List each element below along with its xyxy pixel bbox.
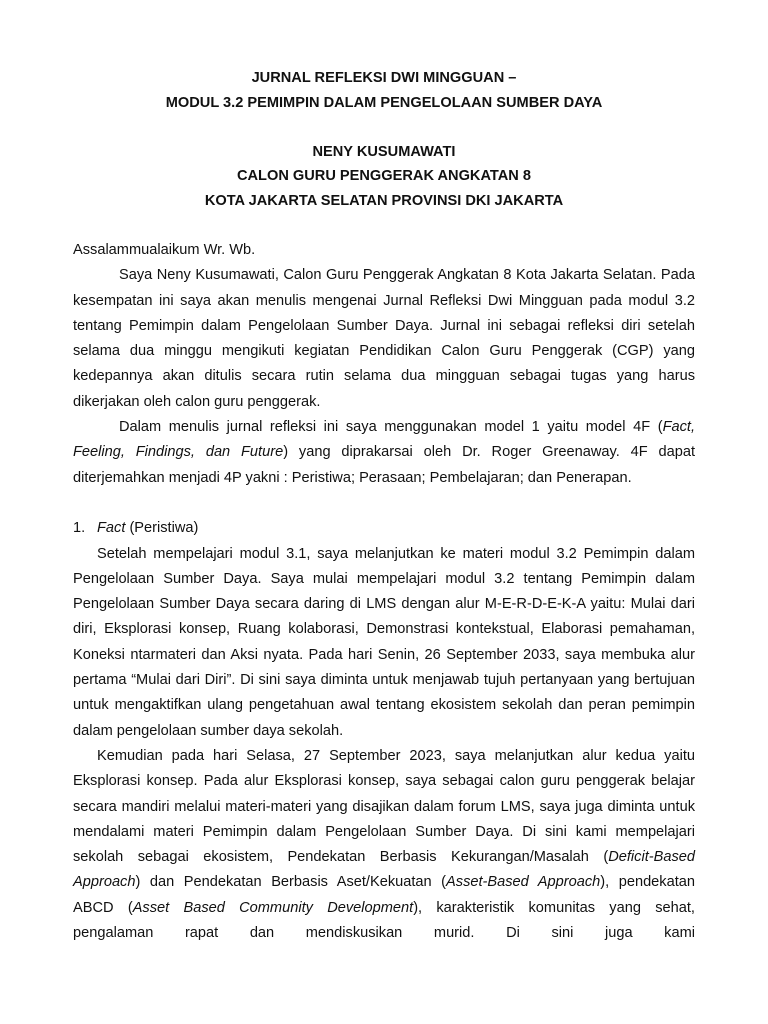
model-italic-text: Fact, Feeling, Findings, dan Future: [73, 419, 695, 461]
para2-text-a: Kemudian pada hari Selasa, 27 September 2023, saya melanjutkan alur kedua yaitu Eksplorasi konsep. Pada alur Eksplorasi konsep, saya sebagai calon guru penggerak belajar secara mandiri melalui materi-materi yang disajikan dalam forum LMS, saya juga diminta untuk mendalami materi Pemimpin dalam Pengelolaan Sumber Daya. Di sini kami mempelajari sekolah sebagai ekosistem, Pendekatan Berbasis Kekurangan/Masalah (: [73, 747, 695, 866]
section-number: 1.: [73, 520, 86, 537]
section-1-paragraph-1: Setelah mempelajari modul 3.1, saya melanjutkan ke materi modul 3.2 Pemimpin dalam Pengelolaan Sumber Daya. Saya mulai mempelajari modul 3.2 tentang Pemimpin dalam Pengelolaan Sumber Daya secara daring di LMS dengan alur M-E-R-D-E-K-A yaitu: Mulai dari diri, Eksplorasi konsep, Ruang kolaborasi, Demonstrasi kontekstual, Elaborasi pemahaman, Koneksi ntarmateri dan Aksi nyata. Pada hari Senin, 26 September 2033, saya membuka alur pertama “Mulai dari Diri”. Di sini saya diminta untuk menjawab tujuh pertanyaan yang bertujuan untuk mengaktifkan ulang pengetahuan awal tentang ekosistem sekolah dan peran pemimpin dalam pengelolaan sumber daya sekolah.: [73, 545, 695, 739]
document-header: [73, 66, 695, 213]
para2-text-b: ) dan Pendekatan Berbasis Aset/Kekuatan (: [135, 874, 447, 891]
model-text-a: Dalam menulis jurnal refleksi ini saya menggunakan model 1 yaitu model 4F (: [119, 419, 663, 436]
module-title: MODUL 3.2 PEMIMPIN DALAM PENGELOLAAN SUMBER DAYA: [165, 94, 603, 111]
document-body: [73, 238, 695, 946]
document-page: [73, 66, 695, 946]
greeting: Assalammualaikum Wr. Wb.: [73, 242, 256, 258]
intro-paragraph: Saya Neny Kusumawati, Calon Guru Penggerak Angkatan 8 Kota Jakarta Selatan. Pada kesempatan ini saya akan menulis mengenai Jurnal Refleksi Dwi Mingguan pada modul 3.2 tentang Pemimpin dalam Pengelolaan Sumber Daya. Jurnal ini sebagai refleksi diri setelah selama dua minggu mengikuti kegiatan Pendidikan Calon Guru Penggerak (CGP) yang kedepannya akan ditulis secara rutin selama dua mingguan sebagai tugas yang harus dikerjakan oleh calon guru penggerak.: [73, 267, 695, 410]
model-text-b: ) yang diprakarsai oleh Dr. Roger Greenaway. 4F dapat diterjemahkan menjadi 4P yakni : Peristiwa; Perasaan; Pembelajaran; dan Penerapan.: [73, 444, 695, 486]
journal-title: JURNAL REFLEKSI DWI MINGGUAN –: [251, 70, 517, 86]
section-term: Fact: [97, 520, 126, 537]
para2-italic-3: Asset Based Community Development: [132, 899, 414, 916]
model-paragraph: [73, 415, 695, 491]
para2-text-d: ), karakteristik komunitas yang sehat, pengalaman rapat dan mendiskusikan murid. Di sini juga kami: [73, 899, 695, 942]
para2-text-c: ), pendekatan ABCD (: [73, 874, 695, 916]
section-label: (Peristiwa): [125, 520, 199, 537]
section-1-paragraph-2: [73, 744, 695, 946]
author-role: CALON GURU PENGGERAK ANGKATAN 8: [236, 168, 532, 184]
author-location: KOTA JAKARTA SELATAN PROVINSI DKI JAKARTA: [204, 192, 564, 209]
author-name: NENY KUSUMAWATI: [312, 143, 456, 160]
section-1-heading: [73, 516, 695, 541]
para2-italic-2: Asset-Based Approach: [446, 874, 601, 891]
para2-italic-1: Deficit-Based Approach: [73, 849, 695, 891]
